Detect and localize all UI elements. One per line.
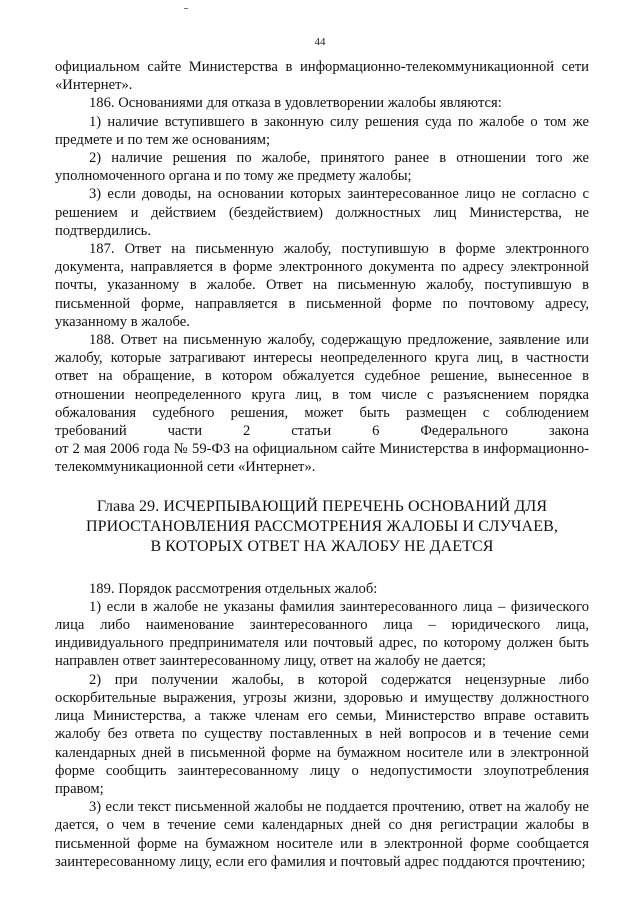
paragraph-186: 186. Основаниями для отказа в удовлетворении жалобы являются: [89,95,502,112]
paragraph-188-line: требований части 2 статьи 6 Федерального закона [55,423,589,440]
chapter-heading [55,497,589,557]
paragraph-continuation: официальном сайте Министерства в информационно-телекоммуникационной сети «Интернет». [55,59,589,94]
chapter-heading-line-3: В КОТОРЫХ ОТВЕТ НА ЖАЛОБУ НЕ ДАЕТСЯ [150,537,494,555]
scan-mark [184,8,188,9]
paragraph-188-end: от 2 мая 2006 года № 59-ФЗ на официальном сайте Министерства в информационно-телекоммуникационной сети «Интернет». [55,441,589,476]
paragraph-187: 187. Ответ на письменную жалобу, поступившую в форме электронного документа, направляется в форме электронного документа по адресу электронной почты, указанному в жалобе. Ответ на письменную жалобу, поступившую в письменной форме, направляется в письменной форме по почтовому адресу, указанному в жалобе. [55,241,589,330]
document-body [55,58,589,871]
paragraph-189-item-1: 1) если в жалобе не указаны фамилия заинтересованного лица – физического лица либо наименование заинтересованного лица – юридического лица, индивидуального предпринимателя или почтовый адрес, по которому должен быть направлен ответ заинтересованному лицу, ответ на жалобу не дается; [55,598,589,670]
paragraph-186-item-1: 1) наличие вступившего в законную силу решения суда по жалобе о том же предмете и по тем же основаниям; [55,113,589,148]
paragraph-188: 188. Ответ на письменную жалобу, содержащую предложение, заявление или жалобу, которые затрагивают интересы неопределенного круга лиц, в частности ответ на обращение, в котором обжалуется судебное решение, вынесенное в отношении неопределенного круга лиц, в том числе с разъяснением порядка обжалования судебного решения, может быть размещен с соблюдением [55,332,589,421]
paragraph-186-item-3: 3) если доводы, на основании которых заинтересованное лицо не согласно с решением и действием (бездействием) должностных лиц Министерства, не подтвердились. [55,186,589,239]
paragraph-189-item-2: 2) при получении жалобы, в которой содержатся нецензурные либо оскорбительные выражения, угрозы жизни, здоровью и имуществу должностного лица Министерства, а также членам его семьи, Министерство вправе оставить жалобу без ответа по существу поставленных в ней вопросов и в течение семи календарных дней в письменной форме на бумажном носителе или в электронной форме сообщить заинтересованному лицу о недопустимости злоупотребления правом; [55,671,589,797]
page-number: 44 [314,36,326,48]
paragraph-186-item-2: 2) наличие решения по жалобе, принятого ранее в отношении того же уполномоченного органа и по тому же предмету жалобы; [55,150,589,185]
paragraph-189-item-3: 3) если текст письменной жалобы не поддается прочтению, ответ на жалобу не дается, о чем в течение семи календарных дней со дня регистрации жалобы в письменной форме на бумажном носителе или в электронной форме сообщается заинтересованному лицу, если его фамилия и почтовый адрес поддаются прочтению; [55,799,589,870]
paragraph-189: 189. Порядок рассмотрения отдельных жалоб: [89,580,378,597]
chapter-heading-line-2: ПРИОСТАНОВЛЕНИЯ РАССМОТРЕНИЯ ЖАЛОБЫ И СЛУЧАЕВ, [86,517,558,535]
chapter-heading-line-1: Глава 29. ИСЧЕРПЫВАЮЩИЙ ПЕРЕЧЕНЬ ОСНОВАНИЙ ДЛЯ [96,497,548,515]
